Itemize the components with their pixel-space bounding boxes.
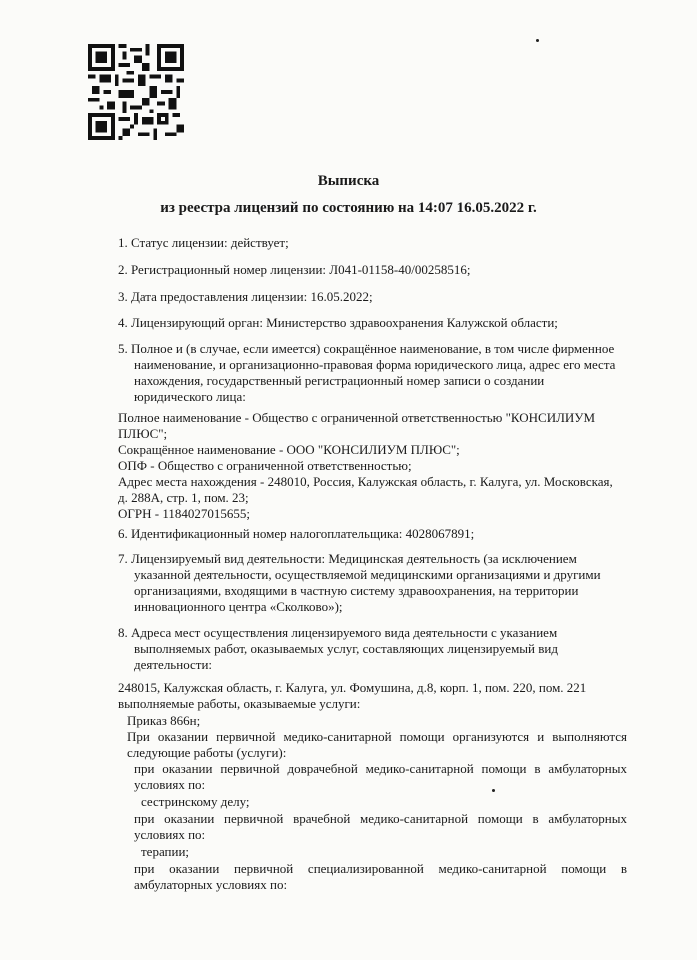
item-7-line: указанной деятельности, осуществляемой медицинскими организациями и другими (134, 567, 601, 582)
org-ogrn: ОГРН - 1184027015655; (118, 506, 250, 521)
qr-code (88, 44, 184, 140)
works-line: следующие работы (услуги): (127, 745, 287, 760)
item-8-line: деятельности: (134, 657, 213, 672)
item-8-line: выполняемых работ, оказываемых услуг, составляющих лицензируемый вид (134, 641, 558, 656)
org-line: Полное наименование - Общество с ограниченной ответственностью "КОНСИЛИУМ (118, 410, 596, 425)
works-line: при оказании первичной врачебной медико-санитарной помощи в амбулаторных (134, 811, 627, 826)
item-5-line: нахождения, государственный регистрационный номер записи о создании (134, 373, 545, 388)
works-line: При оказании первичной медико-санитарной помощи организуются и выполняются (127, 729, 627, 744)
org-line: ПЛЮС"; (118, 426, 168, 441)
works-line: амбулаторных условиях по: (134, 877, 288, 892)
org-legal-form: ОПФ - Общество с ограниченной ответственностью; (118, 458, 412, 473)
item-5-line: 5. Полное и (в случае, если имеется) сокращённое наименование, в том числе фирменное (118, 341, 615, 356)
org-address: д. 288А, стр. 1, пом. 23; (118, 490, 249, 505)
org-short-name: Сокращённое наименование - ООО "КОНСИЛИУМ ПЛЮС"; (118, 442, 460, 457)
works-line: при оказании первичной доврачебной медико-санитарной помощи в амбулаторных (134, 761, 627, 776)
item-7-line: организациями, входящими в частную систему здравоохранения, на территории (134, 583, 579, 598)
works-line: при оказании первичной специализированной медико-санитарной помощи в (134, 861, 627, 876)
works-line: терапии; (141, 844, 190, 859)
item-7-line: 7. Лицензируемый вид деятельности: Медицинская деятельность (за исключением (118, 551, 577, 566)
document-subtitle: из реестра лицензий по состоянию на 14:07 16.05.2022 г. (160, 200, 537, 216)
document-title: Выписка (317, 173, 380, 189)
works-line: условиях по: (134, 777, 206, 792)
works-line: условиях по: (134, 827, 206, 842)
item-licensing-authority: 4. Лицензирующий орган: Министерство здравоохранения Калужской области; (118, 315, 558, 330)
item-inn: 6. Идентификационный номер налогоплательщика: 4028067891; (118, 526, 475, 541)
item-7-line: инновационного центра «Сколково»); (134, 599, 343, 614)
item-5-line: юридического лица: (134, 389, 246, 404)
item-5-line: наименование, и организационно-правовая форма юридического лица, адрес его места (134, 357, 616, 372)
item-registration-number: 2. Регистрационный номер лицензии: Л041-01158-40/00258516; (118, 262, 471, 277)
item-8-line: 8. Адреса мест осуществления лицензируемого вида деятельности с указанием (118, 625, 558, 640)
activity-address: 248015, Калужская область, г. Калуга, ул. Фомушина, д.8, корп. 1, пом. 220, пом. 221 (118, 680, 587, 695)
org-address: Адрес места нахождения - 248010, Россия, Калужская область, г. Калуга, ул. Московская, (118, 474, 613, 489)
speck-mark (492, 789, 495, 792)
item-license-status: 1. Статус лицензии: действует; (118, 235, 289, 250)
speck-mark (536, 39, 539, 42)
activity-works-caption: выполняемые работы, оказываемые услуги: (118, 696, 361, 711)
works-line: Приказ 866н; (127, 713, 201, 728)
item-issue-date: 3. Дата предоставления лицензии: 16.05.2022; (118, 289, 373, 304)
works-line: сестринскому делу; (141, 794, 250, 809)
